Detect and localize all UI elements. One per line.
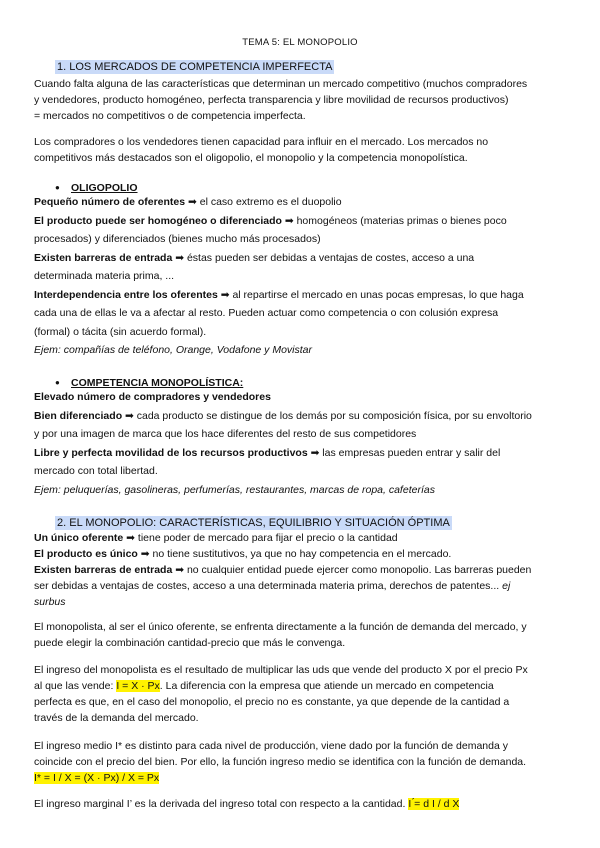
competencia-list [34,388,564,499]
text-line: ser debidas a ventajas de costes, acceso a una determinada materia prima, derechos de patentes... [34,580,503,592]
definition: ➡ tiene poder de mercado para fijar el precio o la cantidad [123,532,398,544]
text-line: . La diferencia con la empresa que atiende un mercado en competencia [159,680,494,692]
text-line: al que las vende: [34,680,117,692]
text-line: (formal) o tácita (sin acuerdo formal). [34,325,207,338]
text-line: determinada materia prima, ... [34,270,175,282]
term: Pequeño número de oferentes [34,196,186,208]
text-line: El ingreso marginal I’ es la derivada del ingreso total con respecto a la cantidad. [34,798,409,810]
formula-highlight: I* = I / X = (X · Px) / X = Px [34,772,160,784]
term: Existen barreras de entrada [34,564,173,576]
definition: ➡ no tiene sustitutivos, ya que no hay competencia en el mercado. [137,548,452,560]
term: Un único oferente [34,532,124,544]
text-line: puede elegir la combinación cantidad-precio que más le convenga. [34,637,346,649]
text-line: Los compradores o los vendedores tienen capacidad para influir en el mercado. Los mercados no [34,136,489,148]
text-line: y vendedores, producto homogéneo, perfecta transparencia y libre movilidad de recursos productivos) [34,94,509,106]
text-line: El ingreso medio I* es distinto para cada nivel de producción, viene dado por la función de demanda y [34,740,508,752]
text-line: mercado con total libertad. [34,465,158,477]
definition: ➡ éstas pueden ser debidas a ventajas de costes, acceso a una [172,251,475,264]
text-line: procesados) y diferenciados (bienes mucho más procesados) [34,233,321,245]
section-1-paragraph-2 [34,134,564,166]
definition: ➡ el caso extremo es el duopolio [185,196,342,208]
definition: ➡ homogéneos (materias primas o bienes poco [281,214,507,227]
term: Bien diferenciado [34,409,123,422]
text-line: través de la demanda del mercado. [34,712,199,724]
text-line: = mercados no competitivos o de competencia imperfecta. [34,110,306,122]
example-text: ej [502,580,511,592]
text-line: coincide con el precio del bien. Por ello, la función ingreso medio se identifica con la función de demanda. [34,756,527,768]
text-line: Cuando falta alguna de las características que determinan un mercado competitivo (muchos compradores [34,78,528,90]
formula-highlight: I ́= d I / d X [408,798,460,810]
term: El producto puede ser homogéneo o diferenciado [34,214,282,227]
bullet-icon: ● [55,378,60,387]
example-text: Ejem: peluquerías, gasolineras, perfumerías, restaurantes, marcas de ropa, cafeterías [34,483,435,496]
term: Elevado número de compradores y vendedores [34,391,271,403]
section-2-paragraph-2 [34,662,564,726]
text-line: competitivos más destacados son el oligopolio, el monopolio y la competencia monopolística. [34,152,468,164]
monopolio-list [34,530,564,610]
definition: ➡ al repartirse el mercado en unas pocas empresas, lo que haga [217,288,524,301]
term: Existen barreras de entrada [34,251,173,264]
term: El producto es único [34,548,138,560]
section-2-heading: 2. EL MONOPOLIO: CARACTERÍSTICAS, EQUILIBRIO Y SITUACIÓN ÓPTIMA [57,517,450,529]
section-1-paragraph-1 [34,76,564,124]
page-title: TEMA 5: EL MONOPOLIO [242,37,358,48]
text-line: El monopolista, al ser el único oferente, se enfrenta directamente a la función de demanda del mercado, y [34,621,527,633]
text-line: cada una de ellas le va a afectar al resto. Pueden actuar como competencia o con colusión expresa [34,307,499,319]
definition: ➡ no cualquier entidad puede ejercer como monopolio. Las barreras pueden [172,564,532,576]
formula-highlight: I = X · Px [116,680,160,692]
oligopolio-list [34,193,564,360]
text-line: El ingreso del monopolista es el resultado de multiplicar las uds que vende del producto X por el precio Px [34,664,528,676]
section-2-paragraph-4 [34,796,564,812]
example-text: Ejem: compañías de teléfono, Orange, Vodafone y Movistar [34,344,313,356]
section-2-paragraph-1 [34,619,564,651]
text-line: y por una imagen de marca que los hace diferentes del resto de sus competidores [34,428,417,440]
term: Libre y perfecta movilidad de los recursos productivos [34,446,308,459]
example-text: surbus [34,596,66,608]
term: Interdependencia entre los oferentes [34,288,218,301]
heading-text: COMPETENCIA MONOPOLÍSTICA: [71,377,244,389]
definition: ➡ cada producto se distingue de los demás por su composición física, por su envoltorio [122,409,532,422]
section-1-heading: 1. LOS MERCADOS DE COMPETENCIA IMPERFECTA [57,61,333,73]
heading-text: OLIGOPOLIO [71,182,138,194]
bullet-icon: ● [55,183,60,192]
section-2-paragraph-3 [34,738,564,786]
text-line: perfecta es que, en el caso del monopolio, el precio no es constante, ya que depende de la cantidad a [34,696,510,708]
definition: ➡ las empresas pueden entrar y salir del [307,446,501,459]
